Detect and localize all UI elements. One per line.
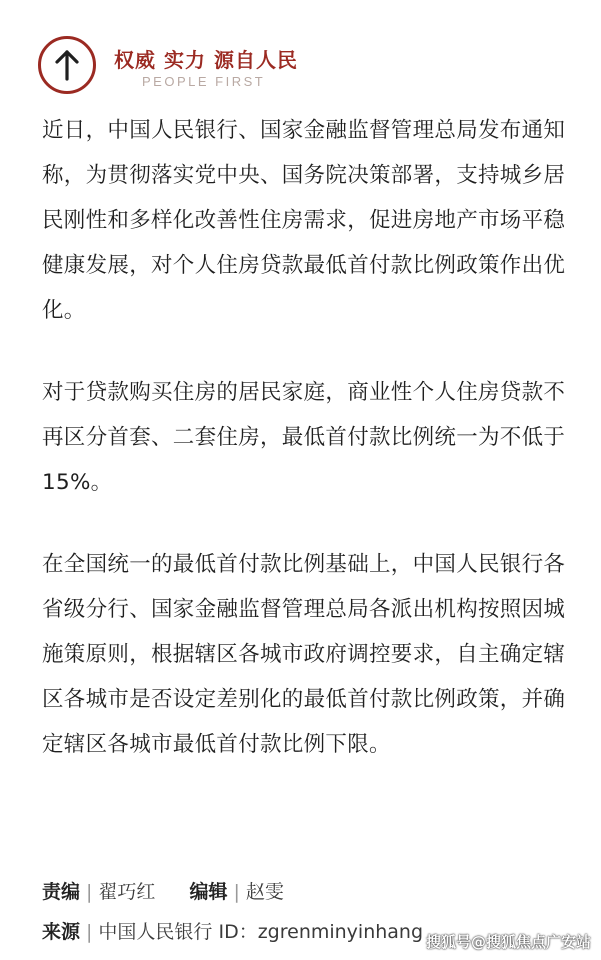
slogan-people: 源自人民 bbox=[214, 48, 298, 72]
people-first-logo bbox=[38, 36, 96, 94]
slogan bbox=[114, 44, 298, 73]
divider: | bbox=[86, 921, 93, 943]
source-value: 中国人民银行 ID：zgrenminyinhang bbox=[98, 921, 424, 943]
article-body bbox=[42, 108, 572, 767]
copy-editor-name: 赵雯 bbox=[245, 881, 284, 903]
divider: | bbox=[86, 881, 93, 903]
paragraph: 近日，中国人民银行、国家金融监督管理总局发布通知称，为贯彻落实党中央、国务院决策部署，支持城乡居民刚性和多样化改善性住房需求，促进房地产市场平稳健康发展，对个人住房贷款最低首付款比例政策作出优化。 bbox=[42, 118, 566, 323]
brand-header bbox=[38, 36, 338, 100]
editor-label: 责编 bbox=[42, 881, 81, 903]
source-label: 来源 bbox=[42, 921, 81, 943]
copy-editor-label: 编辑 bbox=[189, 881, 228, 903]
paragraph: 在全国统一的最低首付款比例基础上，中国人民银行各省级分行、国家金融监督管理总局各派出机构按照因城施策原则，根据辖区各城市政府调控要求，自主确定辖区各城市是否设定差别化的最低首付款比例政策，并确定辖区各城市最低首付款比例下限。 bbox=[42, 552, 566, 757]
up-arrow-icon bbox=[41, 39, 93, 91]
editor-name: 翟巧红 bbox=[98, 881, 156, 903]
slogan-strength: 实力 bbox=[164, 48, 206, 72]
slogan-authority: 权威 bbox=[114, 48, 156, 72]
divider: | bbox=[233, 881, 240, 903]
editor-line bbox=[42, 874, 582, 914]
slogan-english: PEOPLE FIRST bbox=[142, 74, 266, 89]
watermark: 搜狐号@搜狐焦点广安站 bbox=[425, 933, 591, 951]
paragraph: 对于贷款购买住房的居民家庭，商业性个人住房贷款不再区分首套、二套住房，最低首付款比例统一为不低于15%。 bbox=[42, 380, 566, 495]
